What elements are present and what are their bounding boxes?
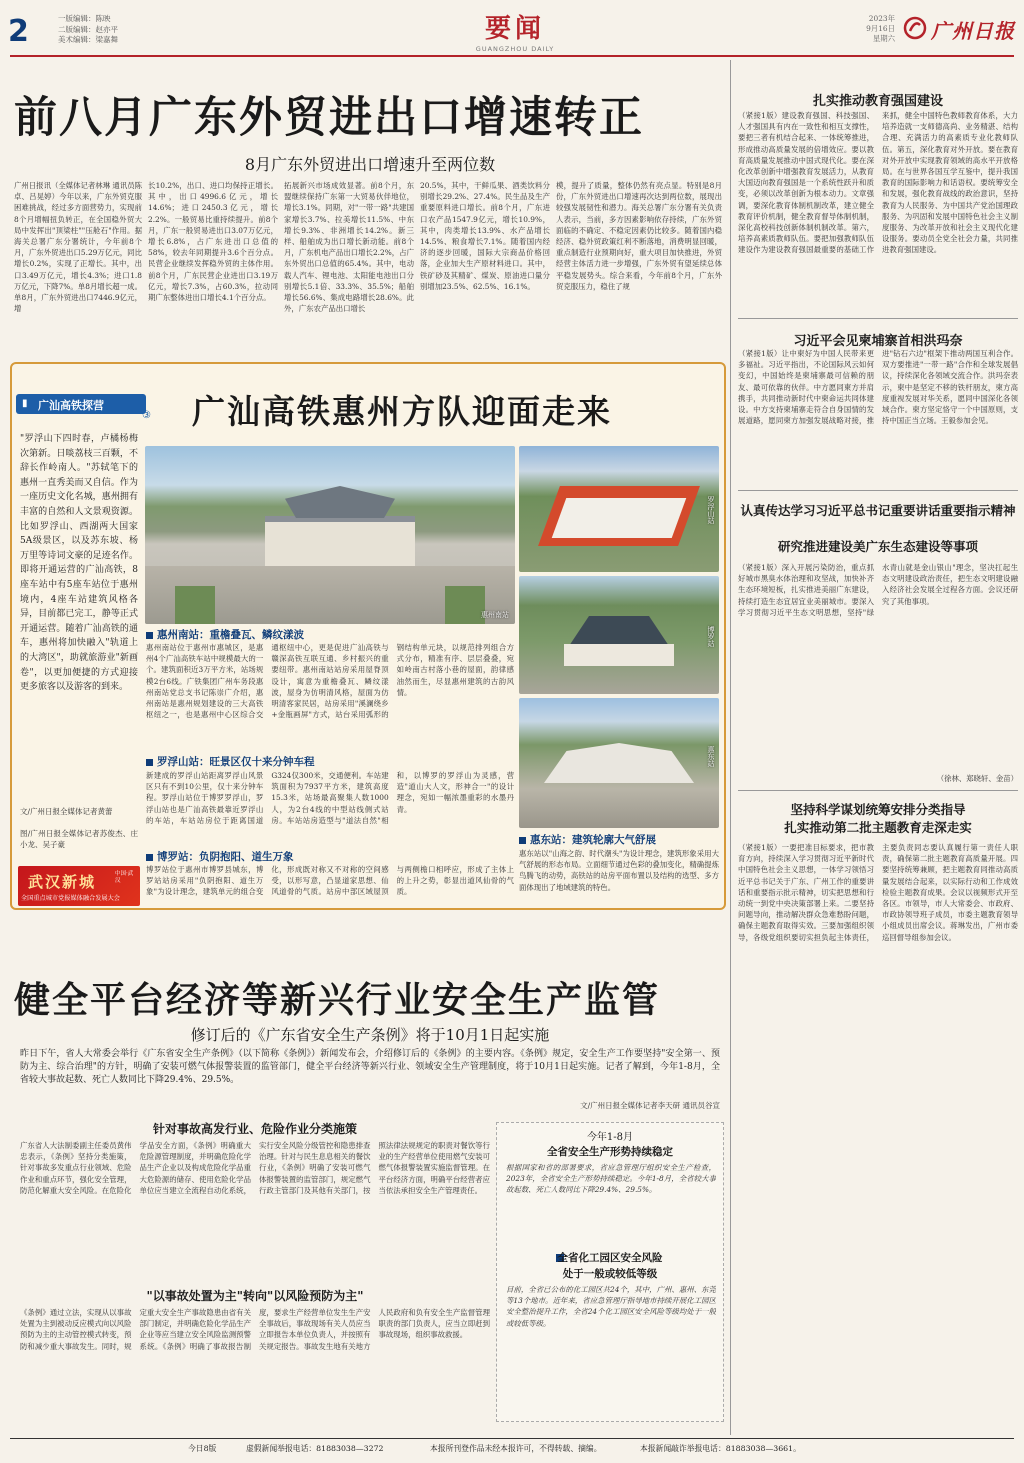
editor-line: 美术编辑：梁嘉舞: [58, 35, 118, 44]
article2-subheadline: 修订后的《广东省安全生产条例》将于10月1日起实施: [190, 1026, 550, 1044]
divider: [738, 490, 1018, 491]
article2-headline: 健全平台经济等新兴行业安全生产监管: [14, 979, 661, 1021]
feature-section-title: [519, 832, 656, 847]
article1-headline: 前八月广东外贸进出口增速转正: [14, 93, 644, 143]
feature-headline: 广汕高铁惠州方队迎面走来: [192, 392, 612, 431]
feature-section-body: 惠东站以"山海之韵、时代潮头"为设计理念，建筑形象采用大气舒展的形态布局。立面细节通过色彩的叠加变化，精确提炼鸟腾飞的动势，高铁站的站房平面布置以及结构的选型、多方面体现出了地域建筑的特色。: [519, 849, 719, 892]
right3-body: （紧接1版）深入开展污染防治，重点抓好城市黑臭水体治理和攻坚战，加快补齐生态环境短板，扎实推进美丽广东建设，持续打造生态宜居宜业美丽城市。要深入学习贯彻习近平生态文明思想，坚持"绿水青山就是金山银山"理念，坚决扛起生态文明建设政治责任，把生态文明建设融入经济社会发展全过程各方面。会议还研究了其他事项。: [738, 563, 1018, 617]
right4-headline: 坚持科学谋划统筹安排分类指导: [790, 802, 966, 817]
footer-ethics: 本报新闻敲诈举报电话：81883038—3661。: [640, 1444, 801, 1453]
right4-subheadline: 扎实推动第二批主题教育走深走实: [784, 820, 972, 835]
article2-lead: 昨日下午，省人大常委会举行《广东省安全生产条例》（以下简称《条例》）新闻发布会，介绍修订后的《条例》的主要内容。《条例》规定，安全生产工作要坚持"安全第一、预防为主、综合治理"的方针，明确了安装可燃气体报警装置的监管部门，健全平台经济等新兴行业、领域安全生产管理制度，将于10月1日起实施。记者了解到，今年1-8月，全省较大事故起数、死亡人数同比下降29.4%、29.5%。: [20, 1049, 720, 1085]
footer-notice: 本报所刊登作品未经本报许可，不得转载、摘编。: [430, 1444, 602, 1453]
right3-headline: 认真传达学习习近平总书记重要讲话重要指示精神: [740, 503, 1016, 518]
article2-sub1: 针对事故高发行业、危险作业分类施策: [152, 1122, 357, 1136]
article1-col: 模，提升了质量，整体仍然有亮点显。特别是8月份，广东外贸进出口增速再次达到两位数，展现出较强发展韧性和潜力。海关总署广东分署有关负责人表示，当前，多方因素影响依存持续，广东外贸面临的不确定、不稳定因素仍比较多。随着国内稳经济、稳外贸政策红利不断落地，消费明显回暖，重点制造行业预期向好，重大项目加快推进，外贸经营主体活力进一步增强，广东外贸有望延续总体平稳发展势头。综合来看，今年前8个月，广东外贸克服压力，稳住了规: [556, 181, 722, 291]
right4-body: （紧接1版）一要把准目标要求，把市教育方向，持续深入学习贯彻习近平新时代中国特色社会主义思想，一体学习领悟习近平总书记关于广东、广州工作的重要讲话和重要指示批示精神，切实把思想和行动统一到党中央决策部署上来。二要坚持问题导向，推动解决群众急难愁盼问题，确保主题教育取得实效。三要加强组织领导，各级党组织要切实担负起主体责任，主要负责同志要认真履行第一责任人职责，确保第二批主题教育高质量开展。四要坚持统筹兼顾，把主题教育同推动高质量发展结合起来，以实际行动和工作成效检验主题教育成果。会议以视频形式开至各区。市领导，市人大常委会、市政府、市政协领导班子成员，市委主题教育领导小组成员出席会议。蒋琳发出，广州市委巡回督导组参加会议。: [738, 843, 1018, 942]
section-title-text: 博罗站：负阴抱阳、道生万象: [157, 851, 294, 863]
huidong-station-photo: [519, 698, 719, 828]
article1-col: 长10.2%，出口、进口均保持正增长。其中，出口4996.6亿元，增长14.6%；进口2450.3亿元，增长2.2%。一般贸易比重持续提升。前8个月，广东一般贸易进出口3.07万亿元，增长6.8%，占广东进出口总值的58%，较去年同期提升3.6个百分点。民营企业继续发挥稳外贸的主体作用。前8个月，广东民营企业进出口3.19万亿元，增长7.3%，占60.3%，拉动同期广东整体进出口增长4.1个百分点。: [148, 181, 278, 303]
photo-label: 惠东站: [707, 746, 715, 767]
date-line: 2023年: [868, 14, 895, 23]
feature-section-body: 惠州南站位于惠州市惠城区，是惠州4个广汕高铁车站中规模最大的一个。建筑面积近3万平方米，站场规模2台6线。广铁集团广州车务段惠州南站党总支书记陈崇广介绍，惠州南站是惠州规划建设的三大高铁枢纽之一，也是惠州中心区综合交通枢纽中心，更是促进广汕高铁与赣深高铁互联互通、乡村振兴的重要纽带。惠州南站站房采用屋脊顶设计，寓意为重檐叠瓦、鳞纹漾波，屋身为仿明清风格，屋面为仿明清客家民居，站房采用"溪澜绕乡+金瓶画屏"方式，站台采用弧形的钢结构单元块，以规范排列组合方式分布，精准有序、层层叠叠，宛如岭南古村落小巷的屋面，韵律感油然而生，尽显惠州建筑的古韵风情。: [146, 643, 514, 720]
feature-tag: [16, 394, 146, 414]
section-title-text: 惠东站：建筑轮廓大气舒展: [530, 834, 656, 846]
feature-byline: 文/广州日报全媒体记者黄蕾: [20, 807, 113, 816]
footer-hotline: 虚假新闻举报电话：81883038—3272: [246, 1444, 384, 1453]
right2-body: （紧接1版）让中柬好为中国人民带来更多福祉。习近平指出，不论国际风云如何变幻，中国始终是柬埔寨最可信赖的朋友、最可依靠的伙伴。中方愿同柬方并肩携手，共同推动新时代中柬命运共同体建设。中方支持柬埔寨走符合自身国情的发展道路，愿同柬方加强发展战略对接，推进"钻石六边"框架下推动两国互利合作。双方要推进"一带一路"合作和全球发展倡议，持续深化各领域交流合作。洪玛奈表示，柬中是坚定不移的铁杆朋友，柬方高度重视发展对华关系，愿同中国深化各领域合作。柬方坚定恪守一个中国原则，支持中国正当立场。王毅参加会见。: [738, 349, 1018, 426]
banner-subtitle: 全国重点城市党报媒体融合发展大会: [21, 895, 120, 902]
logo-text: 广州日报: [931, 19, 1015, 43]
stat-box-subtitle: 全省安全生产形势持续稳定: [547, 1146, 673, 1158]
stat-box-title: 今年1-8月: [586, 1132, 634, 1143]
section-subtitle: GUANGZHOU DAILY: [475, 45, 555, 53]
stat-box2-body: 目前，全省已公布的化工园区共24个，其中，广州、惠州、东莞等13个地市。近年来，省应急管理厅指导地市持续开展化工园区安全整治提升工作，全省24个化工园区安全风险等级均处于一般或较低等级。: [506, 1285, 716, 1328]
feature-section-title: [146, 627, 304, 642]
section-title-text: 惠州南站：重檐叠瓦、鳞纹漾波: [157, 629, 304, 641]
feature-tag-number: ③: [142, 410, 151, 421]
photo-label: 博罗站: [707, 626, 715, 647]
huizhou-south-station-photo: [145, 446, 515, 624]
photo-label: 罗浮山站: [707, 496, 715, 524]
article1-col: 拓展新兴市场成效显著。前8个月，东盟继续保持广东第一大贸易伙伴地位，增长3.1%。同期，对"一带一路"共建国家增长3.7%、拉美增长11.5%、中东增长9.3%、非洲增长14.2%。新三样、船舶成为出口增长新动能。前8个月，广东机电产品出口增长2.2%，占广东外贸出口总值的65.4%。其中，电动载人汽车、锂电池、太阳能电池出口分别增长5.1倍、33.3%、35.5%；船舶增长56.6%、集成电路增长28.6%。此外，广东农产品出口增长: [284, 181, 414, 314]
luofushan-station-photo: [519, 446, 719, 572]
photo-label: 惠州南站: [481, 611, 509, 619]
article1-subheadline: 8月广东外贸进出口增速升至两位数: [244, 155, 496, 174]
feature-section-title: [146, 849, 294, 864]
article2-sub2: "以事故处置为主"转向"以风险预防为主": [146, 1289, 364, 1303]
wuhan-banner: [18, 866, 140, 906]
feature-section-body: 博罗站位于惠州市博罗县城东，博罗站站房采用"负阴抱阳、道生万象"为设计理念，建筑单元的组合变化，形成既对称又不对称的空间感受，以形写意，凸显道家思想、仙风道骨的气质。站房中部区域屋顶与两侧檐口相呼应，形成了主体上的上升之势，彰显出道风仙骨的气质。: [146, 865, 514, 897]
date-line: 9月16日: [866, 24, 895, 33]
feature-section-body: 新建成的罗浮山站距离罗浮山风景区只有不到10公里，仅十来分钟车程。罗浮山站位于博罗罗浮山，罗浮山站也是广汕高铁最靠近罗浮山的车站，车站站房位于距离国道G324仅300米，交通便利。车站建筑面积为7937平方米，建筑高度15.3米，站场最高聚集人数1000人，为2台4线的中型站线侧式站房。车站站房造型与"道法自然"相和，以博罗的罗浮山为灵感，营造"道山大人文，形神合一"的设计理念，宛如一幅浓墨重彩的水墨丹青。: [146, 771, 514, 825]
footer-rule: [10, 1438, 1014, 1439]
feature-intro: "罗浮山下四时春，卢橘杨梅次第新。日啖荔枝三百颗，不辞长作岭南人。"苏轼笔下的惠州一直秀美而又自信。作为一座历史文化名城，惠州拥有丰富的自然和人文景观资源。比如罗浮山、西湖两大国家5A级景区，以及苏东坡、杨万里等诗词文豪的足迹名作。即将开通运营的广汕高铁，8座车站中有5座车站位于惠州境内，4座车站建筑风格各异，目前都已完工，静等正式开通运营。随着广汕高铁的通车，惠州将加快融入"轨道上的大湾区"，助就旅游业"新画卷"，以更加便捷的方式迎接更多旅客以及游客的到来。: [20, 434, 138, 693]
right1-headline: 扎实推动教育强国建设: [812, 94, 943, 109]
banner-tag: 中国·武汉: [115, 871, 134, 884]
article2-body2: 《条例》通过立法，实现从以事故处置为主到被动反应模式向以风险预防为主的主动管控模式转变，预防和减少重大事故发生。同时，规定重大安全生产事故隐患由省有关部门制定，并明确危险化学品生产企业等应当建立安全风险监测预警系统。《条例》明确了事故报告制度，要求生产经营单位发生生产安全事故后，事故现场有关人员应当立即报告本单位负责人，并按照有关规定报告。事故发生地有关地方人民政府和负有安全生产监督管理职责的部门负责人，应当立即赶到事故现场，组织事故救援。: [20, 1308, 490, 1351]
stat-box-body: 根据国家和省的部署要求，省应急管理厅组织安全生产检查，2023年，全省安全生产形势持续稳定。今年1-8月，全省较大事故起数、死亡人数同比下降29.4%、29.5%。: [506, 1163, 716, 1195]
feature-section-title: [146, 754, 315, 769]
column-divider: [730, 60, 731, 1435]
section-title: 要闻: [484, 14, 545, 44]
article1-col: 广州日报讯（全媒体记者林琳 通讯员陈卓、吕晃婷）今年以来，广东外贸克服困难挑战，经过多方面营势力，实现前8个月增幅扭负转正，在全国稳外贸大局中发挥出"顶梁柱""压舱石"作用。据海关总署广东分署统计，今年前8个月，广东外贸进出口5.29万亿元，同比增长0.2%，实现了正增长。其中，出口3.49万亿元，增长4.3%；进口1.8万亿元，下降7%。单8月增长超一成。单8月，广东外贸进出口7446.9亿元，增: [14, 181, 142, 314]
right2-headline: 习近平会见柬埔寨首相洪玛奈: [793, 334, 963, 349]
masthead-rule: [10, 55, 1014, 57]
right3-subheadline: 研究推进建设美广东生态建设等事项: [777, 539, 978, 554]
right1-body: （紧接1版）建设教育强国、科技强国、人才强国具有内在一致性和相互支撑性，要把三者有机结合起来、一体统筹推进，形成推动高质量发展的倍增效应。要以教育高质量发展推动中国式现代化。要在深化改革创新中增强教育发展活力，从教育大国迈向教育强国是一个系统性跃升和质变，必须以改革创新为根本动力。文章强调，要深化教育体制机制改革，建立健全教育评价机制，健全教育督导体制机制，深化高校科技创新体制机制改革。第六，培养高素质教师队伍。要把加强教师队伍建设作为建设教育强国最重要的基础工作来抓，健全中国特色教师教育体系，大力培养造就一支师德高尚、业务精湛、结构合理、充满活力的高素质专业化教师队伍。第五，深化教育对外开放。要在教育对外开放中实现教育领域的高水平开放格局。在与世界各国互学互鉴中，提升我国教育的国际影响力和话语权。要统筹安全和发展，强化教育战线的政治意识，坚持教育为人民服务、为中国共产党治国理政服务、为巩固和发展中国特色社会主义制度服务、为改革开放和社会主义现代化建设服务。要动员全党全社会力量，共同推进教育强国建设。: [738, 111, 1018, 255]
page-number: 2: [8, 14, 29, 49]
article1-col: 20.5%，其中，干鲜瓜果、酒类饮料分别增长29.2%、27.4%。民生品及生产重要原料进口增长。前8个月，广东进口农产品1547.9亿元，增长10.9%，其中，肉类增长13.9%、水产品增长14.5%、粮食增长7.1%。随着国内经济的逐步回暖，国际大宗商品价格回落，企业加大生产原材料进口。其中，铁矿砂及其精矿、煤炭、原油进口量分别增加23.5%、62.5%、16.1%。: [420, 181, 550, 291]
editor-list: [58, 14, 178, 46]
boluo-station-photo: [519, 576, 719, 694]
newspaper-logo: [903, 14, 1018, 44]
article2-body1: 广东省人大法制委副主任委员黄伟忠表示，《条例》坚持分类施策，针对事故多发重点行业领域、危险作业和重点环节，强化安全管理，防范化解重大安全风险。在危险化学品安全方面，《条例》明确重大危险源管理制度，并明确危险化学品生产企业以及构成危险化学品重大危险源的储存、使用危险化学品单位应当建立全流程自动化系统，实行安全风险分级管控和隐患排查治理。针对与民生息息相关的餐饮行业，《条例》明确了安装可燃气体报警装置的监管部门，规定燃气行政主管部门及其他有关部门，按照法律法规规定的职责对餐饮等行业的生产经营单位使用燃气安装可燃气体报警装置实施监督管理。在平台经济方面，明确平台经营者应当依法承担安全生产管理责任。: [20, 1141, 490, 1195]
feature-tag-label: 广汕高铁探营: [38, 399, 104, 412]
feature-byline: 图/广州日报全媒体记者苏俊杰、庄小龙、吴子豪: [20, 829, 138, 850]
logo-emblem-icon: [903, 16, 927, 40]
right3-byline: （徐林、郑晓轩、金苗）: [936, 774, 1018, 783]
stat-box2-title: 全省化工园区安全风险: [557, 1252, 663, 1264]
divider: [738, 790, 1018, 791]
section-title-text: 罗浮山站：旺景区仅十来分钟车程: [157, 756, 315, 768]
train-icon: ▮: [22, 398, 28, 409]
stat-box2-subtitle: 处于一般或较低等级: [562, 1268, 658, 1280]
divider: [738, 318, 1018, 319]
banner-title: 武汉新城: [28, 873, 97, 891]
article2-byline: 文/广州日报全媒体记者李天研 通讯员谷宣: [580, 1101, 720, 1110]
date-line: 星期六: [872, 34, 895, 43]
editor-line: 一版编辑：陈映: [58, 14, 111, 23]
editor-line: 二版编辑：赵亦平: [58, 24, 118, 34]
footer-pages: 今日8版: [188, 1444, 217, 1453]
date-block: [850, 14, 895, 44]
